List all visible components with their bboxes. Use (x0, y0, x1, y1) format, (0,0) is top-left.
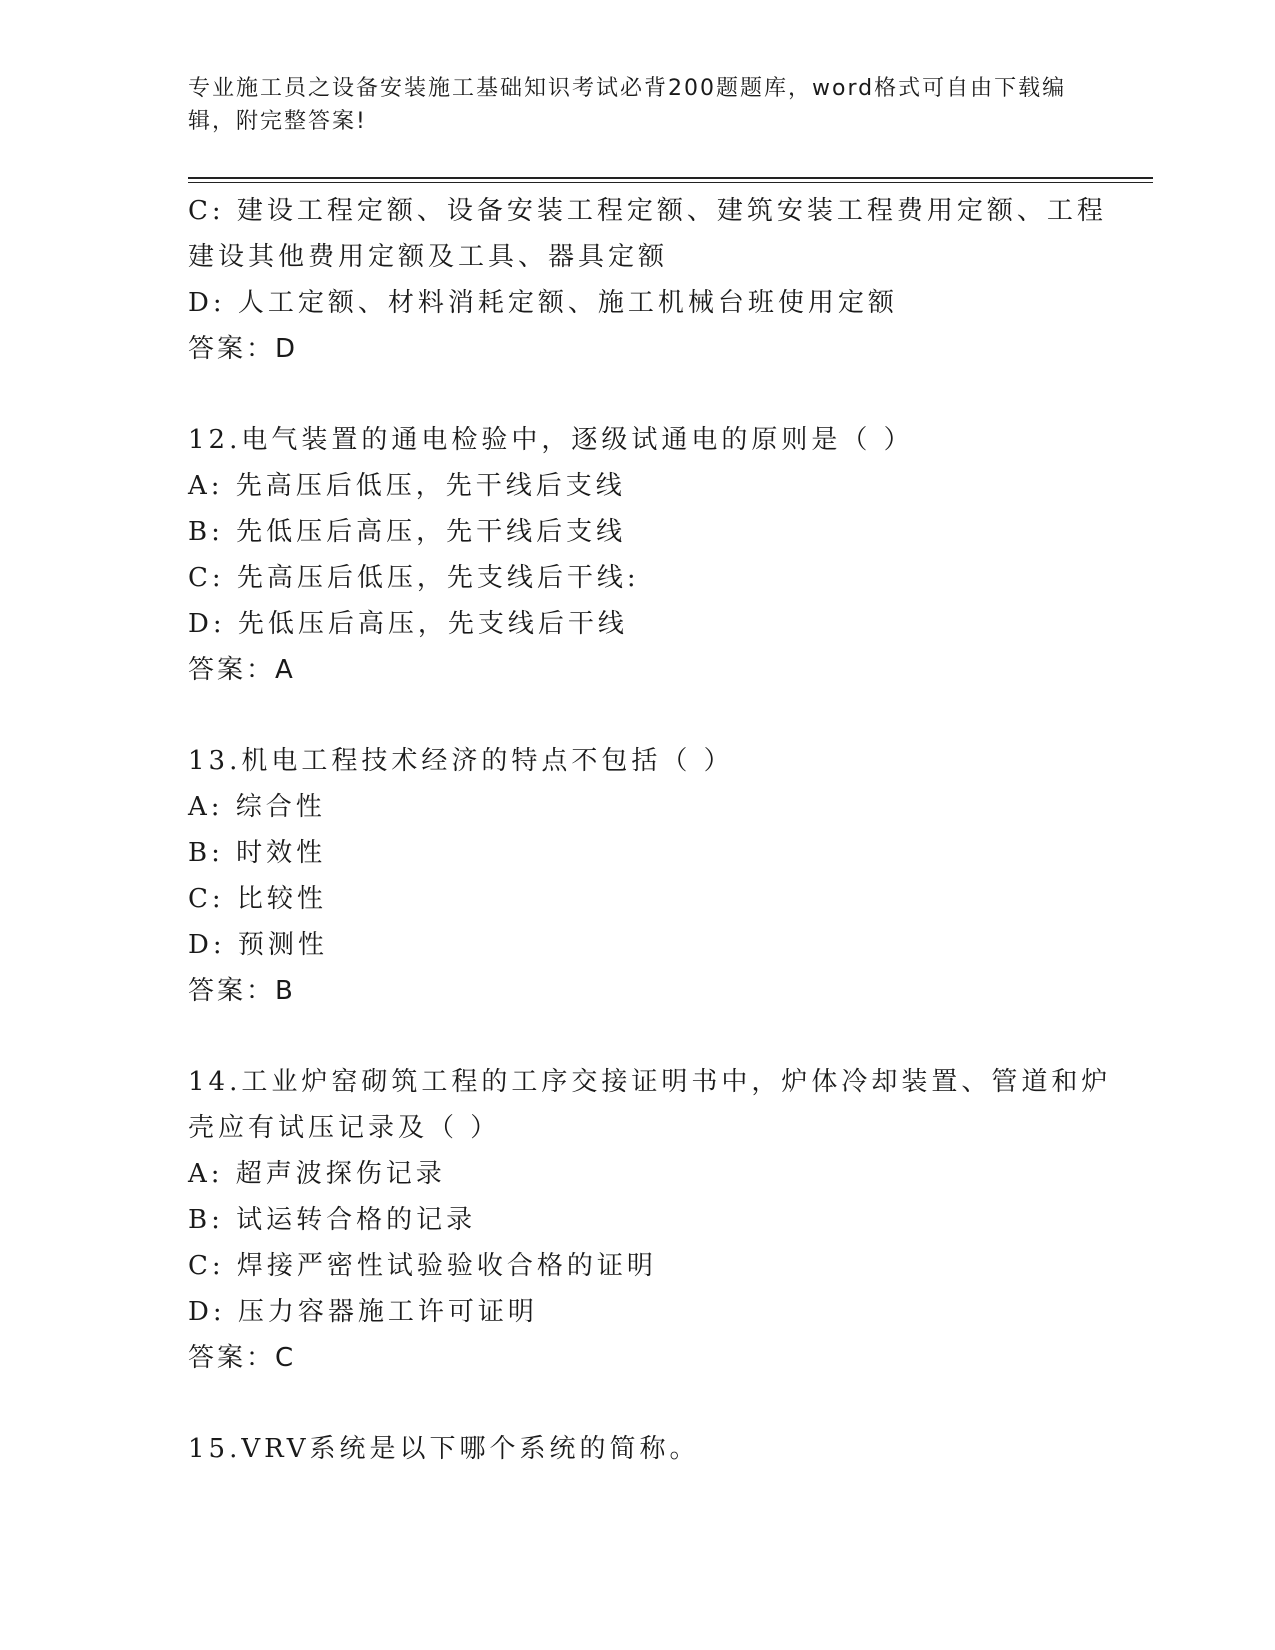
option-c: C: 焊接严密性试验验收合格的证明 (188, 1251, 657, 1281)
question-list (188, 188, 1112, 1472)
spacer (188, 1014, 1088, 1059)
header-divider-thin (188, 182, 1153, 183)
spacer (188, 693, 1088, 738)
option-c: C: 建设工程定额、设备安装工程定额、建筑安装工程费用定额、工程 (188, 196, 1107, 226)
answer: 答案：D (188, 334, 299, 364)
question-text-continued: 壳应有试压记录及（ ） (188, 1113, 501, 1143)
document-header: 专业施工员之设备安装施工基础知识考试必背200题题库，word格式可自由下载编辑，附完整答案! (188, 76, 1067, 134)
option-d: D: 预测性 (188, 930, 328, 960)
question-text: 13.机电工程技术经济的特点不包括（ ） (188, 746, 734, 776)
option-d: D: 先低压后高压，先支线后干线 (188, 609, 628, 639)
question-14 (188, 1059, 1112, 1381)
answer: 答案：C (188, 1343, 297, 1373)
option-d: D: 人工定额、材料消耗定额、施工机械台班使用定额 (188, 288, 898, 318)
option-b: B: 先低压后高压，先干线后支线 (188, 517, 627, 547)
answer: 答案：A (188, 655, 296, 685)
option-a: A: 超声波探伤记录 (188, 1159, 446, 1189)
option-c: C: 比较性 (188, 884, 327, 914)
answer: 答案：B (188, 976, 296, 1006)
option-a: A: 综合性 (188, 792, 326, 822)
question-11-tail (188, 188, 1107, 372)
header-divider-thick (188, 177, 1153, 179)
option-d: D: 压力容器施工许可证明 (188, 1297, 538, 1327)
option-a: A: 先高压后低压，先干线后支线 (188, 471, 626, 501)
question-text: 15.VRV系统是以下哪个系统的简称。 (188, 1434, 700, 1464)
question-13 (188, 738, 1088, 1014)
question-15 (188, 1426, 1088, 1472)
question-text: 12.电气装置的通电检验中，逐级试通电的原则是（ ） (188, 425, 914, 455)
spacer (188, 372, 1088, 417)
question-text: 14.工业炉窑砌筑工程的工序交接证明书中，炉体冷却装置、管道和炉 (188, 1067, 1112, 1097)
option-c: C: 先高压后低压，先支线后干线: (188, 563, 640, 593)
option-b: B: 试运转合格的记录 (188, 1205, 477, 1235)
option-b: B: 时效性 (188, 838, 327, 868)
option-c-continued: 建设其他费用定额及工具、器具定额 (188, 242, 669, 272)
spacer (188, 1381, 1088, 1426)
question-12 (188, 417, 1088, 693)
